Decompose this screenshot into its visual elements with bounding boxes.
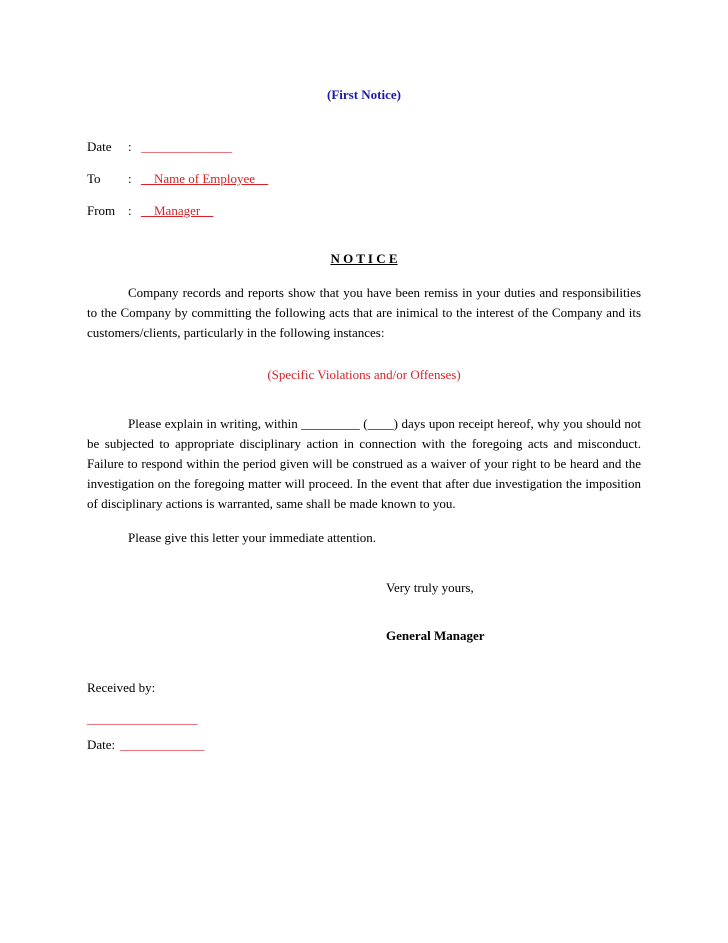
first-notice-heading: (First Notice) [327, 87, 401, 102]
intro-text: Company records and reports show that you have been remiss in your duties and responsibilities to the Company by committing the following acts that are inimical to the interest of the Company and its customers/clients, particularly in the following instances: [87, 285, 641, 340]
days-number-blank: ____ [367, 416, 394, 431]
date-label: Date [87, 139, 112, 154]
signatory-title: General Manager [386, 628, 485, 643]
to-colon: : [128, 171, 132, 186]
received-date-label: Date: [87, 737, 116, 752]
explain-text-2: ) days upon receipt hereof, why you should not be subjected to appropriate disciplinary action in connection with the foregoing acts and misconduct. Failure to respond within the period given will be construed as a waiver of your right to be heard and the investigation on the foregoing matter will proceed. In the event that after due investigation the imposition of disciplinary actions is warranted, same shall be made known to you. [87, 416, 642, 511]
explain-paragraph [87, 414, 641, 514]
paren-open: ( [363, 416, 368, 431]
days-words-blank: _________ [301, 416, 360, 431]
received-date-blank: _____________ [120, 737, 205, 752]
closing-salutation: Very truly yours, [386, 580, 474, 595]
violations-placeholder: (Specific Violations and/or Offenses) [267, 367, 461, 382]
attention-line: Please give this letter your immediate attention. [128, 530, 377, 545]
received-signature-line: _________________ [87, 711, 198, 726]
from-label: From [87, 203, 116, 218]
intro-paragraph [87, 283, 641, 343]
from-colon: : [128, 203, 132, 218]
explain-text-1: Please explain in writing, within [128, 416, 298, 431]
notice-title: N O T I C E [330, 251, 398, 266]
date-colon: : [128, 139, 132, 154]
received-by-label: Received by: [87, 680, 156, 695]
manager-field: __Manager__ [141, 203, 214, 218]
date-blank: ______________ [141, 139, 232, 154]
employee-name-field: __Name of Employee__ [141, 171, 269, 186]
to-label: To [87, 171, 101, 186]
